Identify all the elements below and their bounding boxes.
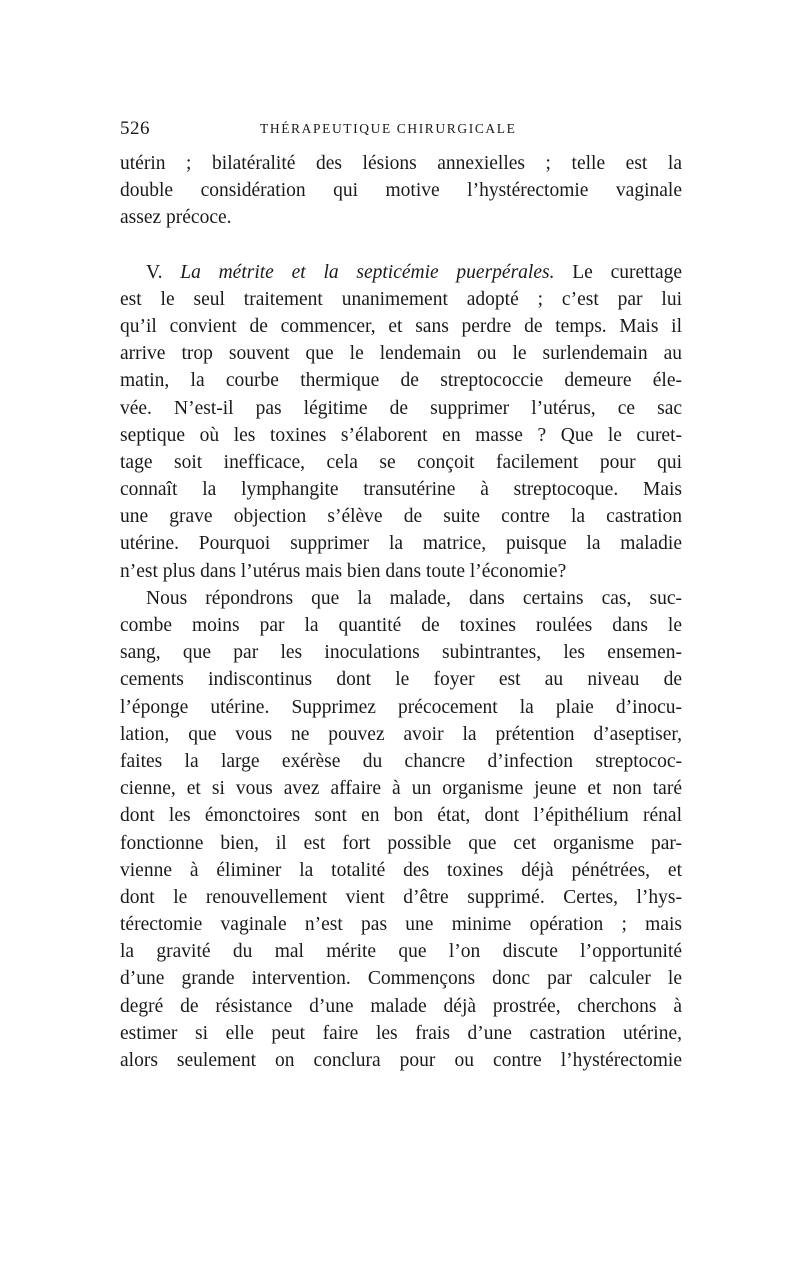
text-line: l’éponge utérine. Supprimez précocement la plaie d’inocu- [120,696,682,718]
section-heading-line [120,259,682,286]
text-line: lation, que vous ne pouvez avoir la prétention d’aseptiser, [120,723,682,745]
text-line: est le seul traitement unanimement adopté ; c’est par lui [120,288,682,310]
text-line: cements indiscontinus dont le foyer est au niveau de [120,669,682,691]
page-header [120,118,680,142]
text-line: n’est plus dans l’utérus mais bien dans toute l’économie? [120,560,567,582]
text-line: degré de résistance d’une malade déjà prostrée, cherchons à [120,995,682,1017]
section-number: V. [146,261,163,283]
text-line: la gravité du mal mérite que l’on discute l’opportunité [120,941,682,963]
running-head: THÉRAPEUTIQUE CHIRURGICALE [260,121,517,136]
text-line: faites la large exérèse du chancre d’infection streptococ- [120,750,682,772]
body-text [120,150,682,1074]
section-first-line-text: Le curettage [572,261,683,283]
text-line: tage soit inefficace, cela se conçoit facilement pour qui [120,451,682,473]
text-line: d’une grande intervention. Commençons donc par calculer le [120,968,682,990]
page-number: 526 [120,118,150,139]
text-line: estimer si elle peut faire les frais d’une castration utérine, [120,1022,682,1044]
text-line: utérin ; bilatéralité des lésions annexielles ; telle est la [120,153,682,174]
text-line: connaît la lymphangite transutérine à streptocoque. Mais [120,479,682,501]
text-line: fonctionne bien, il est fort possible que cet organisme par- [120,832,682,854]
text-line: vée. N’est-il pas légitime de supprimer l’utérus, ce sac [120,397,682,419]
text-line: assez précoce. [120,207,232,229]
text-line: alors seulement on conclura pour ou contre l’hystérectomie [120,1050,682,1071]
text-line: Nous répondrons que la malade, dans certains cas, suc- [146,587,682,609]
section-title: La métrite et la septicémie puerpérales. [180,261,555,283]
text-line: dont les émonctoires sont en bon état, dont l’épithélium rénal [120,805,682,827]
text-line: térectomie vaginale n’est pas une minime opération ; mais [120,914,682,936]
text-line: cienne, et si vous avez affaire à un organisme jeune et non taré [120,778,682,800]
text-line: qu’il convient de commencer, et sans perdre de temps. Mais il [120,315,682,337]
text-line: matin, la courbe thermique de streptococcie demeure éle- [120,370,682,392]
text-line: une grave objection s’élève de suite contre la castration [120,506,682,528]
text-line: sang, que par les inoculations subintrantes, les ensemen- [120,642,682,664]
text-line: septique où les toxines s’élaborent en masse ? Que le curet- [120,424,682,446]
text-line: dont le renouvellement vient d’être supprimé. Certes, l’hys- [120,886,682,908]
text-line: arrive trop souvent que le lendemain ou le surlendemain au [120,343,682,365]
text-line: utérine. Pourquoi supprimer la matrice, puisque la maladie [120,533,682,555]
text-line: combe moins par la quantité de toxines roulées dans le [120,615,682,636]
text-line: double considération qui motive l’hystérectomie vaginale [120,180,682,202]
text-line: vienne à éliminer la totalité des toxines déjà pénétrées, et [120,859,682,881]
